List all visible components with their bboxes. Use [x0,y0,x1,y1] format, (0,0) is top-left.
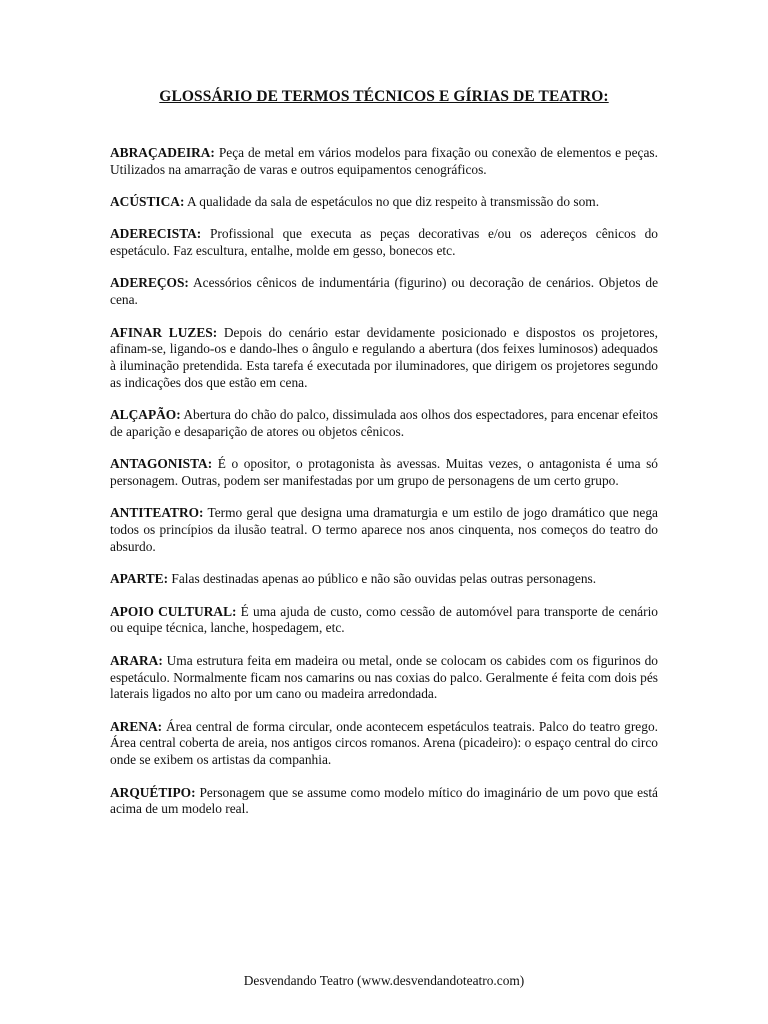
glossary-entry [110,785,658,819]
glossary-term: APARTE: [110,571,169,587]
glossary-entry [110,719,658,769]
glossary-term: ADERECISTA: [110,226,202,242]
glossary-definition: Personagem que se assume como modelo mítico do imaginário de um povo que está acima de um modelo real. [110,784,658,817]
glossary-term: APOIO CULTURAL: [110,603,237,619]
glossary-term: ABRAÇADEIRA: [110,145,215,160]
glossary-term: ARQUÉTIPO: [110,784,196,800]
glossary-term: ACÚSTICA: [110,194,185,210]
glossary-entry [110,325,658,392]
glossary-entry [110,604,658,638]
glossary-term: ARARA: [110,652,163,668]
glossary-definition: Abertura do chão do palco, dissimulada aos olhos dos espectadores, para encenar efeitos de aparição e desaparição de atores ou objetos cênicos. [110,407,658,440]
glossary-definition: Profissional que executa as peças decorativas e/ou os adereços cênicos do espetáculo. Faz escultura, entalhe, molde em gesso, bonecos etc. [110,226,658,259]
glossary-entry [110,571,658,588]
glossary-definition: Peça de metal em vários modelos para fixação ou conexão de elementos e peças. Utilizados na amarração de varas e outros equipamentos cenográficos. [110,145,658,177]
document-page [110,0,658,1024]
glossary-term: ARENA: [110,718,163,734]
glossary-definition: Uma estrutura feita em madeira ou metal, onde se colocam os cabides com os figurinos do espetáculo. Normalmente ficam nos camarins ou nas coxias do palco. Geralmente é feita com dois pés laterais ligados no alto por um cano ou madeira arredondada. [110,652,658,702]
glossary-definition: Depois do cenário estar devidamente posicionado e dispostos os projetores, afinam-se, ligando-os e dando-lhes o ângulo e regulando a abertura (dos feixes luminosos) adequados à iluminação pretendida. Esta tarefa é executada por iluminadores, que dirigem os projetores segundo as indicações dos que estão em cena. [110,324,658,390]
glossary-list [110,145,658,834]
glossary-entry [110,653,658,703]
glossary-definition: A qualidade da sala de espetáculos no que diz respeito à transmissão do som. [187,194,600,210]
glossary-term: AFINAR LUZES: [110,324,218,340]
glossary-entry [110,456,658,490]
glossary-entry [110,226,658,260]
glossary-definition: Área central de forma circular, onde acontecem espetáculos teatrais. Palco do teatro grego. Área central coberta de areia, nos antigos circos romanos. Arena (picadeiro): o espaço central do circo onde se exibem os artistas da companhia. [110,718,658,768]
glossary-definition: É o opositor, o protagonista às avessas. Muitas vezes, o antagonista é uma só personagem. Outras, podem ser manifestadas por um grupo de personagens de um certo grupo. [110,456,658,489]
glossary-entry [110,145,658,179]
glossary-term: ANTITEATRO: [110,505,204,521]
glossary-definition: Falas destinadas apenas ao público e não são ouvidas pelas outras personagens. [171,571,597,587]
glossary-definition: Termo geral que designa uma dramaturgia e um estilo de jogo dramático que nega todos os princípios da ilusão teatral. O termo aparece nos anos cinquenta, nos começos do teatro do absurdo. [110,505,658,555]
glossary-term: ALÇAPÃO: [110,407,181,423]
glossary-entry [110,407,658,441]
glossary-entry [110,275,658,309]
page-footer: Desvendando Teatro (www.desvendandoteatro.com) [243,973,525,988]
glossary-definition: É uma ajuda de custo, como cessão de automóvel para transporte de cenário ou equipe técnica, lanche, hospedagem, etc. [110,603,658,636]
glossary-entry [110,194,658,211]
glossary-term: ANTAGONISTA: [110,456,213,472]
glossary-entry [110,505,658,555]
glossary-term: ADEREÇOS: [110,275,189,291]
document-title: GLOSSÁRIO DE TERMOS TÉCNICOS E GÍRIAS DE TEATRO: [159,88,609,105]
glossary-definition: Acessórios cênicos de indumentária (figurino) ou decoração de cenários. Objetos de cena. [110,275,659,308]
